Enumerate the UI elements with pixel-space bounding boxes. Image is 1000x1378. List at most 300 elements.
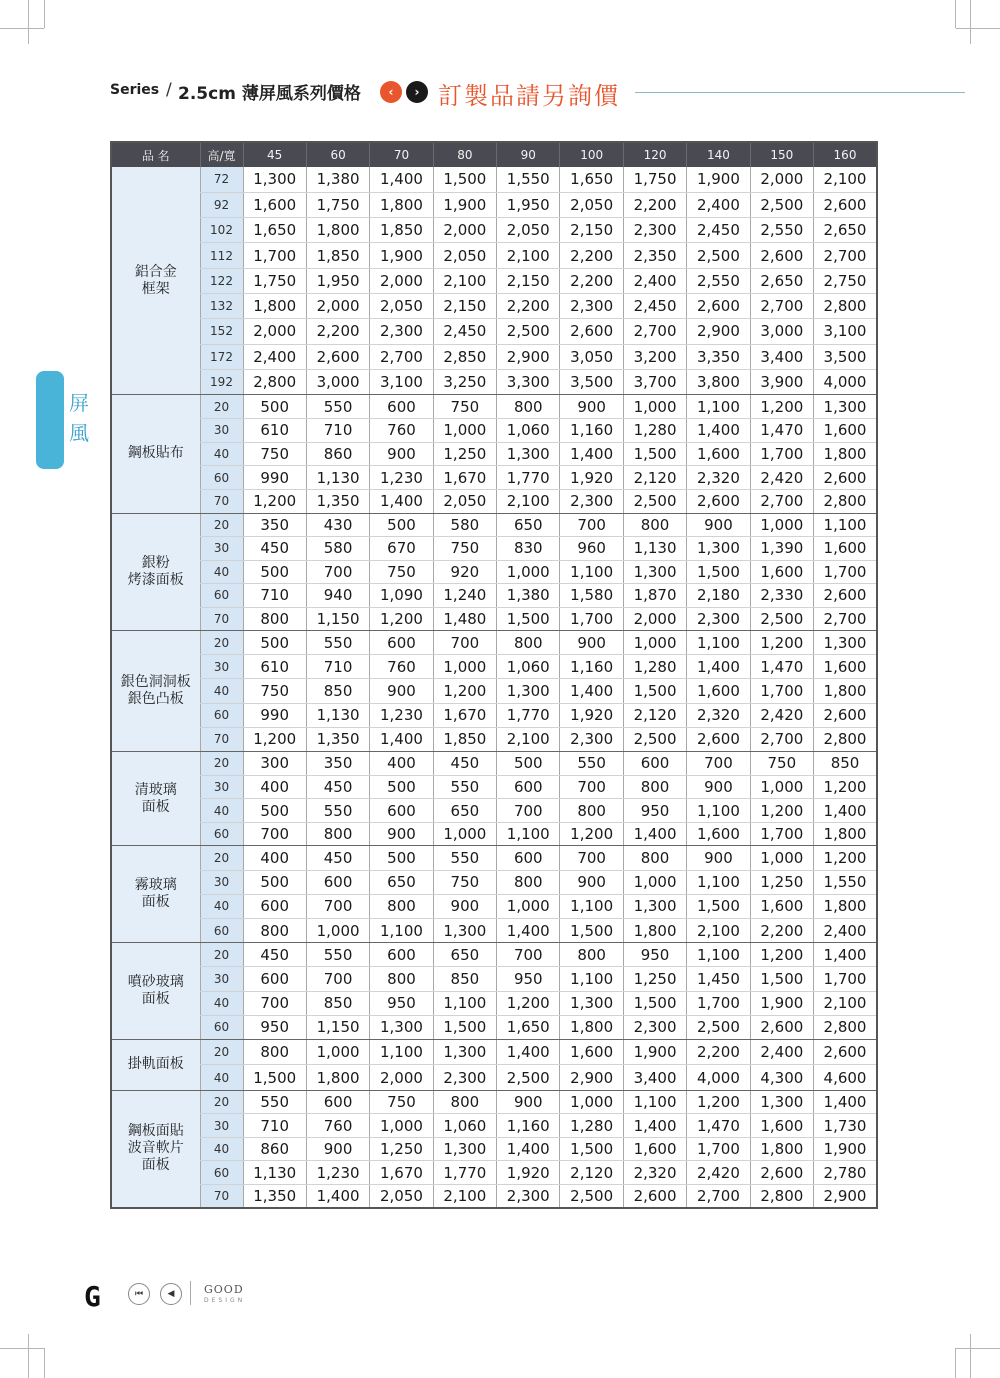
table-row — [111, 537, 877, 561]
price-cell: 1,400 — [814, 799, 877, 823]
crop-mark-bottom-left-v2 — [44, 1348, 45, 1378]
price-cell: 2,300 — [560, 293, 623, 318]
product-name-line: 掛軌面板 — [127, 1056, 184, 1073]
footer-divider — [190, 1281, 191, 1305]
price-cell: 2,500 — [560, 1184, 623, 1208]
price-cell: 1,500 — [433, 167, 496, 192]
price-cell: 2,400 — [243, 344, 306, 369]
price-cell: 2,550 — [750, 218, 813, 243]
price-cell: 1,300 — [687, 537, 750, 561]
price-cell: 1,850 — [370, 218, 433, 243]
price-cell: 1,800 — [306, 218, 369, 243]
price-cell: 1,130 — [243, 1161, 306, 1185]
price-cell: 2,600 — [750, 1161, 813, 1185]
height-cell: 40 — [200, 679, 243, 703]
page-header — [110, 76, 970, 110]
price-cell: 1,280 — [623, 655, 686, 679]
price-cell: 850 — [306, 679, 369, 703]
price-cell: 1,400 — [814, 1090, 877, 1114]
price-cell: 1,480 — [433, 607, 496, 631]
price-cell: 2,900 — [687, 319, 750, 344]
price-cell: 1,900 — [750, 991, 813, 1015]
price-cell: 1,400 — [497, 1039, 560, 1065]
height-cell: 30 — [200, 537, 243, 561]
price-cell: 2,150 — [433, 293, 496, 318]
price-cell: 1,100 — [687, 943, 750, 967]
price-cell: 1,200 — [243, 727, 306, 751]
price-cell: 1,000 — [750, 846, 813, 870]
height-cell: 60 — [200, 584, 243, 608]
price-cell: 750 — [243, 442, 306, 466]
price-cell: 1,670 — [433, 466, 496, 490]
height-cell: 20 — [200, 846, 243, 870]
price-cell: 860 — [306, 442, 369, 466]
crop-mark-bottom-right-v2 — [955, 1348, 956, 1378]
price-cell: 1,450 — [687, 967, 750, 991]
table-row — [111, 846, 877, 870]
price-cell: 1,600 — [687, 822, 750, 846]
price-cell: 2,600 — [814, 584, 877, 608]
price-cell: 900 — [687, 775, 750, 799]
height-cell: 20 — [200, 943, 243, 967]
price-cell: 2,000 — [370, 268, 433, 293]
height-cell: 172 — [200, 344, 243, 369]
product-name-line: 銀粉 — [141, 554, 170, 571]
price-cell: 700 — [497, 799, 560, 823]
width-header: 100 — [560, 142, 623, 167]
price-cell: 1,100 — [687, 395, 750, 419]
price-cell: 1,300 — [623, 894, 686, 918]
price-cell: 1,870 — [623, 584, 686, 608]
price-cell: 1,700 — [687, 1137, 750, 1161]
price-cell: 2,900 — [497, 344, 560, 369]
price-cell: 990 — [243, 703, 306, 727]
price-cell: 2,200 — [497, 293, 560, 318]
price-cell: 1,650 — [497, 1015, 560, 1039]
price-cell: 600 — [370, 943, 433, 967]
price-cell: 1,000 — [750, 513, 813, 537]
price-cell: 2,700 — [750, 727, 813, 751]
price-cell: 2,150 — [560, 218, 623, 243]
price-cell: 600 — [370, 395, 433, 419]
price-cell: 3,200 — [623, 344, 686, 369]
width-header: 150 — [750, 142, 813, 167]
price-cell: 800 — [243, 918, 306, 942]
price-cell: 710 — [243, 1114, 306, 1138]
price-cell: 600 — [243, 894, 306, 918]
price-cell: 450 — [306, 775, 369, 799]
height-cell: 132 — [200, 293, 243, 318]
price-cell: 1,730 — [814, 1114, 877, 1138]
price-cell: 1,400 — [370, 167, 433, 192]
price-cell: 2,320 — [687, 703, 750, 727]
price-cell: 1,900 — [370, 243, 433, 268]
price-cell: 2,650 — [814, 218, 877, 243]
price-cell: 2,300 — [560, 727, 623, 751]
price-cell: 1,470 — [687, 1114, 750, 1138]
price-cell: 950 — [370, 991, 433, 1015]
price-cell: 2,100 — [687, 918, 750, 942]
skip-to-start-icon[interactable]: ⏮ — [128, 1283, 150, 1305]
height-width-header: 高/寬 — [200, 142, 243, 167]
price-cell: 610 — [243, 418, 306, 442]
price-cell: 2,300 — [623, 218, 686, 243]
price-cell: 1,100 — [370, 1039, 433, 1065]
price-cell: 1,240 — [433, 584, 496, 608]
product-name-line: 烤漆面板 — [127, 571, 184, 588]
price-cell: 1,200 — [243, 489, 306, 513]
price-cell: 1,200 — [750, 799, 813, 823]
price-cell: 2,750 — [814, 268, 877, 293]
price-cell: 2,400 — [623, 268, 686, 293]
product-name-line: 銀色凸板 — [127, 691, 184, 708]
price-cell: 800 — [497, 631, 560, 655]
price-cell: 1,850 — [433, 727, 496, 751]
price-cell: 3,350 — [687, 344, 750, 369]
price-cell: 1,230 — [306, 1161, 369, 1185]
price-cell: 2,600 — [814, 1039, 877, 1065]
price-cell: 500 — [370, 846, 433, 870]
table-row — [111, 418, 877, 442]
price-cell: 700 — [306, 894, 369, 918]
price-cell: 1,900 — [433, 192, 496, 217]
price-cell: 3,400 — [623, 1065, 686, 1091]
table-row — [111, 727, 877, 751]
price-cell: 3,500 — [814, 344, 877, 369]
price-cell: 400 — [370, 752, 433, 776]
price-cell: 1,500 — [687, 560, 750, 584]
price-cell: 1,090 — [370, 584, 433, 608]
price-cell: 1,650 — [560, 167, 623, 192]
price-cell: 800 — [497, 870, 560, 894]
price-cell: 800 — [560, 799, 623, 823]
price-cell: 550 — [306, 395, 369, 419]
height-cell: 70 — [200, 607, 243, 631]
side-tab[interactable] — [36, 371, 64, 469]
price-cell: 2,000 — [433, 218, 496, 243]
price-cell: 1,800 — [814, 679, 877, 703]
price-cell: 500 — [370, 513, 433, 537]
price-cell: 2,300 — [497, 1184, 560, 1208]
price-cell: 2,120 — [560, 1161, 623, 1185]
price-cell: 2,700 — [623, 319, 686, 344]
price-cell: 2,050 — [497, 218, 560, 243]
price-cell: 1,700 — [243, 243, 306, 268]
price-cell: 1,230 — [370, 703, 433, 727]
price-cell: 1,500 — [623, 679, 686, 703]
table-row — [111, 369, 877, 394]
price-cell: 1,550 — [814, 870, 877, 894]
price-cell: 950 — [497, 967, 560, 991]
price-cell: 3,100 — [814, 319, 877, 344]
product-name — [111, 1090, 200, 1208]
table-row — [111, 1161, 877, 1185]
table-row — [111, 822, 877, 846]
crop-mark-top-left-v2 — [44, 0, 45, 28]
price-cell: 800 — [560, 943, 623, 967]
table-row — [111, 655, 877, 679]
price-cell: 600 — [243, 967, 306, 991]
price-cell: 2,420 — [750, 466, 813, 490]
price-cell: 1,800 — [814, 442, 877, 466]
price-cell: 1,400 — [497, 918, 560, 942]
price-cell: 2,600 — [306, 344, 369, 369]
table-row — [111, 1137, 877, 1161]
price-cell: 1,800 — [560, 1015, 623, 1039]
price-cell: 1,130 — [306, 703, 369, 727]
product-name — [111, 943, 200, 1040]
price-cell: 710 — [243, 584, 306, 608]
price-cell: 2,120 — [623, 466, 686, 490]
price-cell: 2,500 — [497, 319, 560, 344]
price-cell: 2,200 — [750, 918, 813, 942]
price-cell: 1,500 — [243, 1065, 306, 1091]
price-cell: 800 — [243, 607, 306, 631]
price-cell: 800 — [623, 775, 686, 799]
height-cell: 20 — [200, 395, 243, 419]
price-cell: 1,000 — [306, 1039, 369, 1065]
price-cell: 2,900 — [814, 1184, 877, 1208]
title-slash: / — [166, 80, 172, 100]
price-cell: 1,700 — [560, 607, 623, 631]
price-cell: 1,000 — [306, 918, 369, 942]
crop-mark-bottom-right-v — [970, 1334, 971, 1378]
price-cell: 2,500 — [687, 243, 750, 268]
price-cell: 2,600 — [814, 192, 877, 217]
price-cell: 1,230 — [370, 466, 433, 490]
price-cell: 1,950 — [497, 192, 560, 217]
price-cell: 2,200 — [623, 192, 686, 217]
price-cell: 900 — [306, 1137, 369, 1161]
price-cell: 2,100 — [433, 268, 496, 293]
price-cell: 550 — [243, 1090, 306, 1114]
price-cell: 800 — [370, 894, 433, 918]
table-row — [111, 395, 877, 419]
price-cell: 700 — [243, 991, 306, 1015]
price-cell: 500 — [243, 560, 306, 584]
price-cell: 400 — [243, 846, 306, 870]
table-row — [111, 293, 877, 318]
price-cell: 950 — [623, 799, 686, 823]
price-cell: 350 — [306, 752, 369, 776]
price-cell: 1,150 — [306, 607, 369, 631]
price-cell: 700 — [497, 943, 560, 967]
price-cell: 750 — [370, 1090, 433, 1114]
price-cell: 1,920 — [560, 703, 623, 727]
table-row — [111, 1090, 877, 1114]
price-cell: 1,250 — [433, 442, 496, 466]
table-row — [111, 607, 877, 631]
price-cell: 900 — [560, 631, 623, 655]
play-back-icon[interactable]: ◀ — [160, 1283, 182, 1305]
height-cell: 60 — [200, 703, 243, 727]
price-cell: 950 — [243, 1015, 306, 1039]
price-cell: 1,400 — [497, 1137, 560, 1161]
price-cell: 700 — [306, 967, 369, 991]
price-cell: 1,200 — [560, 822, 623, 846]
price-cell: 2,700 — [687, 1184, 750, 1208]
price-cell: 2,600 — [687, 293, 750, 318]
price-cell: 1,130 — [623, 537, 686, 561]
price-cell: 1,500 — [497, 607, 560, 631]
page-title: 2.5cm 薄屏風系列價格 — [178, 84, 361, 104]
price-cell: 400 — [243, 775, 306, 799]
price-cell: 1,100 — [814, 513, 877, 537]
price-cell: 650 — [497, 513, 560, 537]
price-cell: 2,800 — [814, 727, 877, 751]
height-cell: 20 — [200, 752, 243, 776]
crop-mark-bottom-left-h — [0, 1348, 44, 1349]
table-row — [111, 991, 877, 1015]
price-cell: 2,180 — [687, 584, 750, 608]
brand-logo: GOOD — [204, 1283, 244, 1296]
height-cell: 60 — [200, 1161, 243, 1185]
price-cell: 2,700 — [750, 293, 813, 318]
price-cell: 1,300 — [750, 1090, 813, 1114]
table-row — [111, 243, 877, 268]
table-row — [111, 466, 877, 490]
price-cell: 1,600 — [243, 192, 306, 217]
price-cell: 700 — [306, 560, 369, 584]
price-cell: 1,160 — [560, 655, 623, 679]
price-cell: 750 — [433, 537, 496, 561]
price-cell: 1,200 — [433, 679, 496, 703]
product-name-line: 鋼板面貼 — [127, 1123, 184, 1140]
price-cell: 1,100 — [370, 918, 433, 942]
price-cell: 800 — [306, 822, 369, 846]
price-cell: 1,390 — [750, 537, 813, 561]
price-cell: 1,300 — [814, 631, 877, 655]
height-cell: 70 — [200, 727, 243, 751]
price-cell: 2,000 — [750, 167, 813, 192]
price-cell: 1,160 — [560, 418, 623, 442]
price-cell: 1,700 — [687, 991, 750, 1015]
price-cell: 2,000 — [243, 319, 306, 344]
price-cell: 760 — [370, 418, 433, 442]
price-cell: 1,600 — [560, 1039, 623, 1065]
price-cell: 900 — [370, 822, 433, 846]
price-cell: 2,500 — [623, 489, 686, 513]
price-cell: 2,050 — [370, 1184, 433, 1208]
price-cell: 550 — [306, 799, 369, 823]
height-cell: 40 — [200, 560, 243, 584]
product-name-line: 噴砂玻璃 — [127, 974, 184, 991]
price-cell: 2,300 — [370, 319, 433, 344]
price-cell: 610 — [243, 655, 306, 679]
table-row — [111, 319, 877, 344]
price-cell: 860 — [243, 1137, 306, 1161]
price-cell: 1,350 — [243, 1184, 306, 1208]
price-cell: 1,200 — [814, 846, 877, 870]
price-cell: 830 — [497, 537, 560, 561]
price-cell: 1,160 — [497, 1114, 560, 1138]
price-cell: 710 — [306, 418, 369, 442]
price-cell: 1,700 — [750, 442, 813, 466]
price-cell: 580 — [433, 513, 496, 537]
price-cell: 1,100 — [433, 991, 496, 1015]
price-cell: 2,500 — [497, 1065, 560, 1091]
price-cell: 2,300 — [623, 1015, 686, 1039]
price-cell: 4,300 — [750, 1065, 813, 1091]
price-cell: 4,000 — [687, 1065, 750, 1091]
price-cell: 2,420 — [750, 703, 813, 727]
price-cell: 2,100 — [433, 1184, 496, 1208]
price-cell: 1,500 — [433, 1015, 496, 1039]
price-cell: 1,100 — [560, 967, 623, 991]
product-name — [111, 1039, 200, 1090]
price-cell: 1,400 — [560, 442, 623, 466]
price-cell: 1,700 — [750, 822, 813, 846]
height-cell: 30 — [200, 1114, 243, 1138]
price-cell: 1,580 — [560, 584, 623, 608]
height-cell: 40 — [200, 894, 243, 918]
price-cell: 1,350 — [306, 727, 369, 751]
height-cell: 60 — [200, 466, 243, 490]
table-row — [111, 679, 877, 703]
price-cell: 3,000 — [750, 319, 813, 344]
price-cell: 1,900 — [814, 1137, 877, 1161]
price-cell: 1,280 — [560, 1114, 623, 1138]
price-cell: 1,130 — [306, 466, 369, 490]
product-name-line: 鋼板貼布 — [127, 445, 184, 462]
price-cell: 2,500 — [623, 727, 686, 751]
price-cell: 700 — [243, 822, 306, 846]
price-cell: 600 — [306, 870, 369, 894]
price-cell: 1,200 — [750, 631, 813, 655]
price-cell: 2,780 — [814, 1161, 877, 1185]
height-cell: 30 — [200, 418, 243, 442]
table-row — [111, 918, 877, 942]
price-cell: 1,550 — [497, 167, 560, 192]
product-name-line: 清玻璃 — [134, 781, 177, 798]
height-cell: 30 — [200, 775, 243, 799]
price-cell: 500 — [243, 631, 306, 655]
height-cell: 20 — [200, 513, 243, 537]
price-cell: 2,200 — [560, 268, 623, 293]
price-cell: 1,900 — [687, 167, 750, 192]
price-cell: 2,800 — [814, 1015, 877, 1039]
price-cell: 1,100 — [497, 822, 560, 846]
height-cell: 30 — [200, 655, 243, 679]
price-cell: 650 — [433, 799, 496, 823]
price-cell: 3,100 — [370, 369, 433, 394]
price-cell: 2,050 — [433, 489, 496, 513]
price-cell: 760 — [370, 655, 433, 679]
table-row — [111, 344, 877, 369]
price-cell: 1,300 — [497, 679, 560, 703]
price-cell: 2,800 — [814, 489, 877, 513]
custom-order-note: 訂製品請另詢價 — [438, 82, 620, 110]
price-cell: 1,600 — [814, 537, 877, 561]
chevron-right-icon[interactable]: › — [406, 81, 428, 103]
product-name — [111, 752, 200, 846]
table-row — [111, 560, 877, 584]
table-row — [111, 268, 877, 293]
price-cell: 2,200 — [560, 243, 623, 268]
height-cell: 70 — [200, 1184, 243, 1208]
price-cell: 1,800 — [306, 1065, 369, 1091]
height-cell: 122 — [200, 268, 243, 293]
price-cell: 1,100 — [623, 1090, 686, 1114]
price-cell: 700 — [560, 513, 623, 537]
side-tab-label: 屏風 — [69, 391, 89, 445]
price-cell: 600 — [306, 1090, 369, 1114]
product-name-line: 框架 — [141, 280, 170, 297]
price-cell: 2,300 — [433, 1065, 496, 1091]
chevron-left-icon[interactable]: ‹ — [380, 81, 402, 103]
product-name-line: 面板 — [141, 1157, 170, 1174]
price-cell: 2,150 — [497, 268, 560, 293]
